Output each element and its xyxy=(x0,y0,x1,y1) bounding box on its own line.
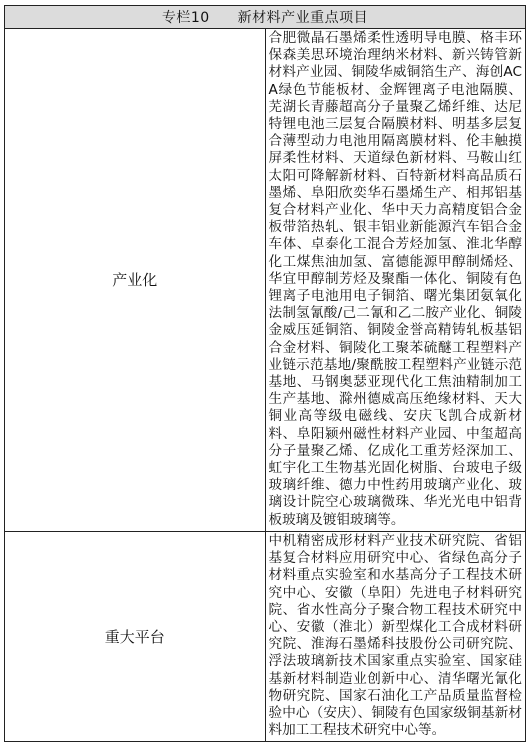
table-row-industrialization xyxy=(5,29,526,532)
row-content-major-platforms: 中机精密成形材料产业技术研究院、省铝基复合材料应用研究中心、省绿色高分子材料重点实验室和水基高分子工程技术研究中心、安徽（阜阳）先进电子材料研究院、省水性高分子聚合物工程技术研究中心、安徽（淮北）新型煤化工合成材料研究院、淮海石墨烯科技股份公司研究院、浮法玻璃新技术国家重点实验室、国家硅基新材料制造业创新中心、清华曙光氰化物研究院、国家石油化工产品质量监督检验中心（安庆）、铜陵有色国家级铜基新材料加工工程技术研究中心等。 xyxy=(265,531,526,741)
row-label-industrialization: 产业化 xyxy=(5,29,266,532)
table-title-cell xyxy=(5,6,526,29)
table-row-major-platforms xyxy=(5,531,526,741)
row-label-major-platforms: 重大平台 xyxy=(5,531,266,741)
key-projects-table xyxy=(4,5,526,742)
table-title: 新材料产业重点项目 xyxy=(237,10,369,26)
column-label: 专栏10 xyxy=(161,10,210,26)
row-content-industrialization: 合肥微晶石墨烯柔性透明导电膜、格丰环保森美思环境治理纳米材料、新兴铸管新材料产业园、铜陵华威铜箔生产、海创ACA绿色节能板材、金辉锂离子电池隔膜、芜湖长青藤超高分子量聚乙烯纤维、达尼特锂电池三层复合隔膜材料、明基多层复合薄型动力电池用隔离膜材料、伦丰触摸屏柔性材料、天道绿色新材料、马鞍山红太阳可降解新材料、百特新材料高品质石墨烯、阜阳欣奕华石墨烯生产、相邦铝基复合材料产业化、华中天力高精度铝合金板带箔热轧、银丰铝业新能源汽车铝合金车体、卓泰化工混合芳烃加氢、淮北华醇化工煤焦油加氢、富德能源甲醇制烯烃、华宜甲醇制芳烃及聚酯一体化、铜陵有色锂离子电池用电子铜箔、曙光集团氨氧化法制氢氰酸/己二氰和乙二胺产业化、铜陵金威压延铜箔、铜陵金誉高精铸轧板基铝合金材料、铜陵化工聚苯硫醚工程塑料产业链示范基地/聚酰胺工程塑料产业链示范基地、马钢奥瑟亚现代化工焦油精制加工生产基地、滁州德威高压绝缘材料、天大铜业高等级电磁线、安庆飞凯合成新材料、阜阳颍州磁性材料产业园、中玺超高分子量聚乙烯、亿成化工重芳烃深加工、虹宇化工生物基光固化树脂、台玻电子级玻璃纤维、德力中性药用玻璃产业化、玻璃设计院空心玻璃微珠、华光光电中铝背板玻璃及镀钼玻璃等。 xyxy=(265,29,526,532)
table-title-row xyxy=(5,6,526,29)
